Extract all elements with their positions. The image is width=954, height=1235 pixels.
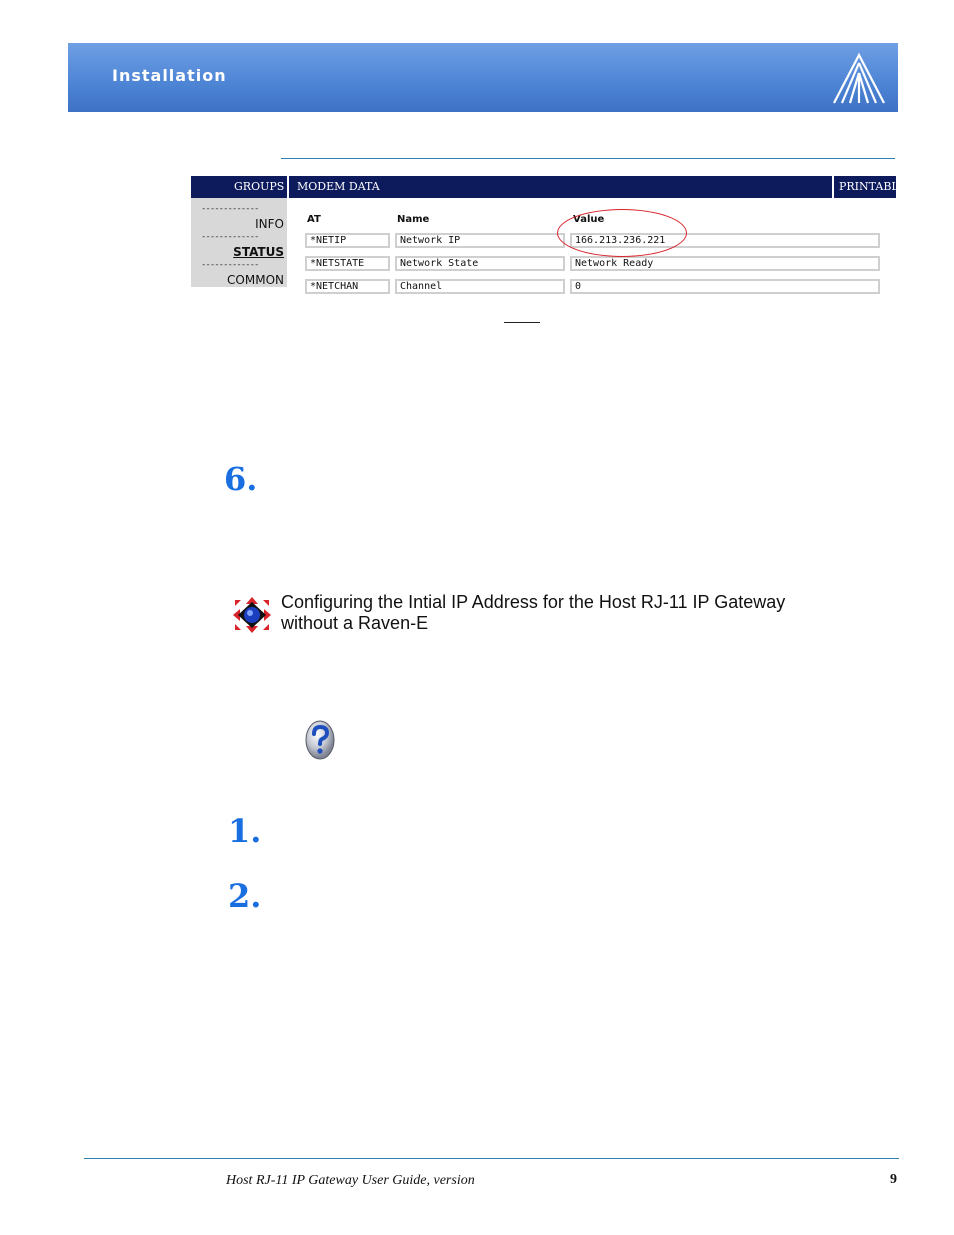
footer-rule [84, 1158, 899, 1159]
step-number-2: 2. [228, 877, 262, 915]
groups-label: GROUPS [234, 180, 285, 193]
section-rule [281, 158, 895, 159]
bar-separator [287, 176, 289, 198]
value-field: Network Ready [570, 256, 880, 271]
question-mark-icon [304, 719, 336, 761]
page-header [68, 43, 898, 112]
ip-highlight-circle [557, 209, 687, 257]
section-title: Installation [112, 66, 227, 85]
bar-separator [832, 176, 834, 198]
step-number-1: 1. [228, 812, 262, 850]
value-field: 0 [570, 279, 880, 294]
value-field: 166.213.236.221 [570, 233, 880, 248]
name-field: Network IP [395, 233, 565, 248]
groups-separator: ------------- [201, 232, 259, 242]
name-field: Channel [395, 279, 565, 294]
column-header-value: Value [573, 214, 605, 225]
at-field: *NETSTATE [305, 256, 390, 271]
at-field: *NETIP [305, 233, 390, 248]
column-header-name: Name [397, 214, 430, 225]
groups-separator: ------------- [201, 204, 259, 214]
modem-data-label: MODEM DATA [297, 180, 380, 193]
group-status[interactable]: STATUS [233, 245, 284, 259]
screenshot-header-bar [191, 176, 907, 198]
groups-separator: ------------- [201, 260, 259, 270]
at-field: *NETCHAN [305, 279, 390, 294]
compass-arrows-icon [232, 596, 272, 634]
group-info[interactable]: INFO [255, 217, 284, 231]
gateway-note-text: Configuring the Intial IP Address for the Host RJ-11 IP Gateway without a Raven-E [281, 592, 786, 633]
short-rule [504, 322, 540, 323]
groups-sidebar [191, 198, 287, 287]
name-field: Network State [395, 256, 565, 271]
footer-title: Host RJ-11 IP Gateway User Guide, version [226, 1173, 475, 1188]
step-number-6: 6. [224, 460, 258, 498]
printable-label: PRINTABLE [839, 180, 907, 193]
column-header-at: AT [307, 214, 321, 225]
modem-status-screenshot [191, 176, 907, 292]
group-common[interactable]: COMMON [227, 273, 284, 287]
page-number: 9 [890, 1172, 897, 1187]
airlink-triangle-logo-icon [830, 51, 888, 105]
